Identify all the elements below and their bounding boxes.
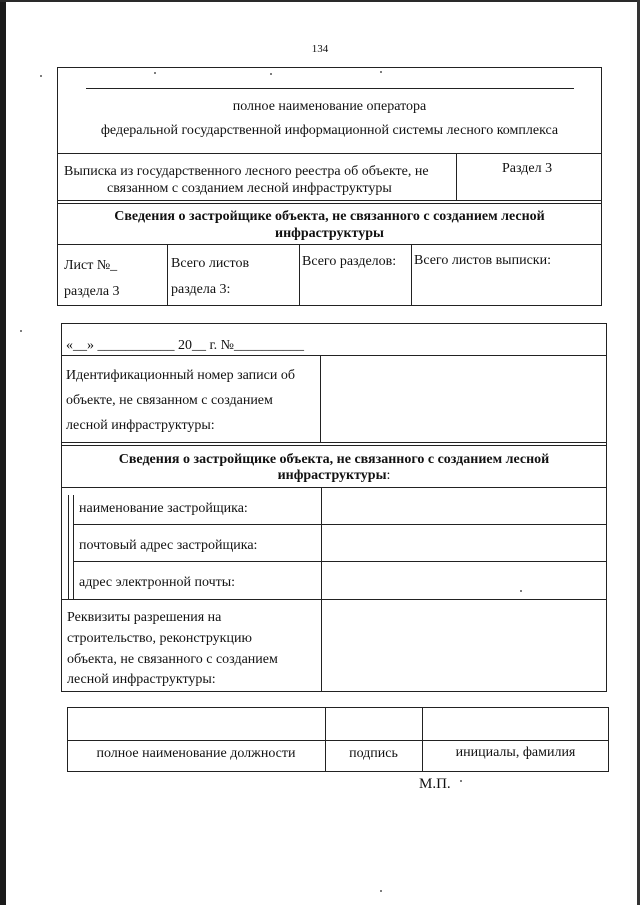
scan-speck — [40, 75, 42, 77]
divider — [321, 487, 322, 692]
sheet-number-line2: раздела 3 — [64, 284, 120, 299]
scan-speck — [520, 590, 522, 592]
permit-label-line4: лесной инфраструктуры: — [67, 672, 216, 687]
scan-speck — [20, 330, 22, 332]
divider — [61, 487, 607, 488]
divider — [57, 244, 602, 245]
divider — [299, 244, 300, 306]
divider — [61, 355, 607, 356]
scan-speck — [380, 71, 382, 73]
permit-label-line1: Реквизиты разрешения на — [67, 610, 222, 625]
permit-label-line2: строительство, реконструкцию — [67, 631, 252, 646]
divider — [320, 355, 321, 442]
divider — [61, 599, 607, 600]
record-id-label-line1: Идентификационный номер записи об — [66, 368, 295, 383]
developer-heading-line2: инфраструктуры — [275, 226, 384, 241]
operator-label-line2: федеральной государственной информационной системы лесного комплекса — [100, 123, 559, 138]
operator-signature-line — [86, 88, 574, 89]
record-developer-heading-line2-wrap — [61, 467, 607, 485]
scan-speck — [154, 72, 156, 74]
total-sheets-line2: раздела 3: — [171, 282, 231, 297]
divider — [422, 707, 423, 772]
total-extract-sheets: Всего листов выписки: — [414, 253, 551, 268]
full-name-label: инициалы, фамилия — [455, 745, 576, 760]
email-label: адрес электронной почты: — [79, 575, 236, 590]
divider — [68, 495, 69, 599]
divider — [61, 442, 607, 443]
postal-address-label: почтовый адрес застройщика: — [79, 538, 258, 553]
divider — [411, 244, 412, 306]
record-developer-heading-line2: инфраструктуры — [277, 468, 387, 483]
divider — [61, 445, 607, 446]
stamp-label: М.П. — [419, 776, 451, 792]
scan-edge — [0, 0, 640, 2]
developer-name-label: наименование застройщика: — [79, 501, 248, 516]
divider — [167, 244, 168, 306]
operator-label-line1: полное наименование оператора — [232, 99, 427, 114]
signature-label: подпись — [349, 746, 398, 761]
permit-label-line3: объекта, не связанного с созданием — [67, 652, 278, 667]
divider — [456, 153, 457, 200]
scan-speck — [380, 890, 382, 892]
total-sheets-line1: Всего листов — [171, 256, 250, 271]
divider — [57, 200, 602, 201]
divider — [73, 524, 607, 525]
divider — [57, 203, 602, 204]
total-sections: Всего разделов: — [302, 254, 397, 269]
page-number: 134 — [311, 43, 329, 55]
heading-colon: : — [386, 468, 391, 483]
extract-title-line1: Выписка из государственного лесного реестра об объекте, не — [64, 164, 429, 179]
record-date-number: «__» ___________ 20__ г. №__________ — [66, 338, 305, 353]
scan-speck — [460, 780, 462, 782]
divider — [67, 740, 609, 741]
record-developer-heading-line1: Сведения о застройщике объекта, не связанного с созданием лесной — [118, 452, 550, 467]
position-label: полное наименование должности — [96, 746, 296, 761]
scan-edge — [0, 0, 6, 905]
record-id-label-line3: лесной инфраструктуры: — [66, 418, 215, 433]
divider — [73, 495, 74, 599]
scan-speck — [270, 73, 272, 75]
divider — [57, 153, 602, 154]
divider — [73, 561, 607, 562]
sheet-number-line1: Лист №_ — [64, 258, 118, 273]
developer-heading-line1: Сведения о застройщике объекта, не связанного с созданием лесной — [114, 209, 545, 224]
record-id-label-line2: объекте, не связанном с созданием — [66, 393, 273, 408]
section-label: Раздел 3 — [502, 161, 553, 176]
extract-title-line2: связанном с созданием лесной инфраструктуры — [107, 181, 392, 196]
